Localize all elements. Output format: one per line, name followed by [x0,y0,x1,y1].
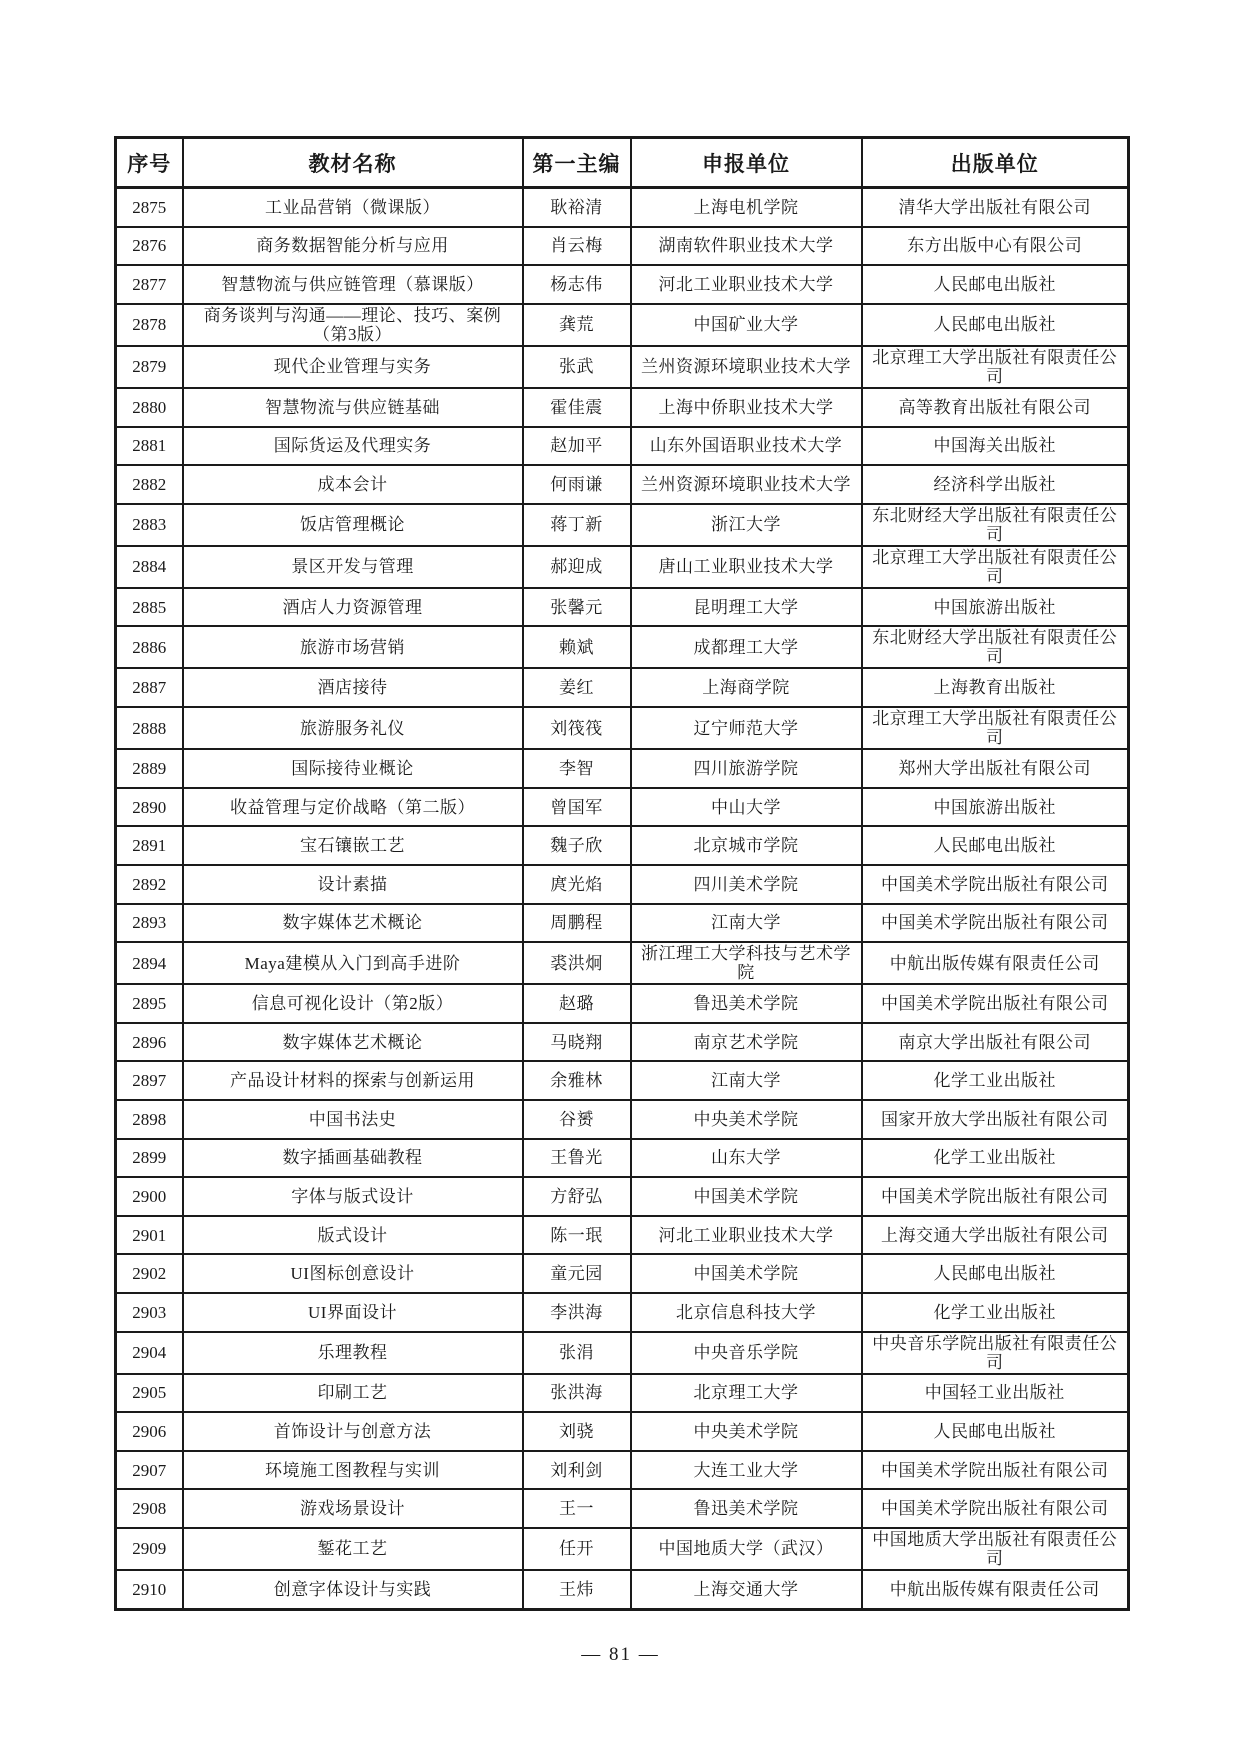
chief-editor-cell: 张馨元 [523,588,631,627]
applicant-unit-cell: 山东外国语职业技术大学 [631,427,862,466]
publisher-cell: 北京理工大学出版社有限责任公司 [862,346,1129,388]
applicant-unit-cell: 上海商学院 [631,668,862,707]
table-row [116,1489,1129,1528]
textbook-name-cell: 宝石镶嵌工艺 [183,826,523,865]
applicant-unit-cell: 大连工业大学 [631,1451,862,1490]
publisher-cell: 郑州大学出版社有限公司 [862,749,1129,788]
textbook-name-cell: 智慧物流与供应链基础 [183,388,523,427]
publisher-cell: 中航出版传媒有限责任公司 [862,942,1129,984]
publisher-cell: 中国旅游出版社 [862,588,1129,627]
chief-editor-cell: 龚荒 [523,304,631,346]
publisher-cell: 化学工业出版社 [862,1061,1129,1100]
applicant-unit-cell: 鲁迅美术学院 [631,984,862,1023]
textbook-name-cell: UI图标创意设计 [183,1254,523,1293]
publisher-cell: 东方出版中心有限公司 [862,227,1129,266]
row-number-cell: 2894 [116,942,183,984]
textbook-name-cell: 字体与版式设计 [183,1177,523,1216]
row-number-cell: 2893 [116,904,183,943]
chief-editor-cell: 裘洪炯 [523,942,631,984]
table-row [116,1100,1129,1139]
applicant-unit-cell: 兰州资源环境职业技术大学 [631,465,862,504]
applicant-unit-cell: 河北工业职业技术大学 [631,1216,862,1255]
publisher-cell: 中国美术学院出版社有限公司 [862,1489,1129,1528]
textbook-name-cell: 信息可视化设计（第2版） [183,984,523,1023]
column-header-chief-editor: 第一主编 [523,138,631,188]
publisher-cell: 上海教育出版社 [862,668,1129,707]
textbook-name-cell: 版式设计 [183,1216,523,1255]
row-number-cell: 2890 [116,788,183,827]
row-number-cell: 2902 [116,1254,183,1293]
table-row [116,826,1129,865]
row-number-cell: 2908 [116,1489,183,1528]
publisher-cell: 中国地质大学出版社有限责任公司 [862,1528,1129,1570]
textbook-table-container [114,136,1127,1611]
textbook-name-cell: 游戏场景设计 [183,1489,523,1528]
chief-editor-cell: 魏子欣 [523,826,631,865]
applicant-unit-cell: 中国地质大学（武汉） [631,1528,862,1570]
chief-editor-cell: 耿裕清 [523,188,631,227]
applicant-unit-cell: 四川旅游学院 [631,749,862,788]
row-number-cell: 2892 [116,865,183,904]
textbook-name-cell: 设计素描 [183,865,523,904]
row-number-cell: 2888 [116,707,183,749]
table-row [116,626,1129,668]
applicant-unit-cell: 中国美术学院 [631,1254,862,1293]
table-row [116,1177,1129,1216]
applicant-unit-cell: 上海电机学院 [631,188,862,227]
table-row [116,1061,1129,1100]
applicant-unit-cell: 河北工业职业技术大学 [631,265,862,304]
row-number-cell: 2879 [116,346,183,388]
row-number-cell: 2904 [116,1332,183,1374]
row-number-cell: 2883 [116,504,183,546]
row-number-cell: 2907 [116,1451,183,1490]
table-row [116,265,1129,304]
publisher-cell: 化学工业出版社 [862,1139,1129,1178]
applicant-unit-cell: 山东大学 [631,1139,862,1178]
table-row [116,465,1129,504]
textbook-name-cell: UI界面设计 [183,1293,523,1332]
publisher-cell: 中国美术学院出版社有限公司 [862,1177,1129,1216]
publisher-cell: 中国美术学院出版社有限公司 [862,865,1129,904]
applicant-unit-cell: 江南大学 [631,904,862,943]
applicant-unit-cell: 中央美术学院 [631,1412,862,1451]
row-number-cell: 2881 [116,427,183,466]
chief-editor-cell: 张洪海 [523,1374,631,1413]
row-number-cell: 2905 [116,1374,183,1413]
textbook-name-cell: 现代企业管理与实务 [183,346,523,388]
chief-editor-cell: 王一 [523,1489,631,1528]
textbook-name-cell: 国际接待业概论 [183,749,523,788]
publisher-cell: 中国美术学院出版社有限公司 [862,984,1129,1023]
row-number-cell: 2880 [116,388,183,427]
chief-editor-cell: 姜红 [523,668,631,707]
textbook-name-cell: 旅游服务礼仪 [183,707,523,749]
table-row [116,1216,1129,1255]
chief-editor-cell: 方舒弘 [523,1177,631,1216]
textbook-name-cell: 酒店接待 [183,668,523,707]
chief-editor-cell: 刘利剑 [523,1451,631,1490]
table-row [116,1332,1129,1374]
column-header-textbook-name: 教材名称 [183,138,523,188]
textbook-name-cell: 首饰设计与创意方法 [183,1412,523,1451]
textbook-name-cell: 商务谈判与沟通——理论、技巧、案例（第3版） [183,304,523,346]
textbook-name-cell: 景区开发与管理 [183,546,523,588]
row-number-cell: 2885 [116,588,183,627]
chief-editor-cell: 曾国军 [523,788,631,827]
chief-editor-cell: 刘筏筏 [523,707,631,749]
publisher-cell: 人民邮电出版社 [862,1412,1129,1451]
table-row [116,984,1129,1023]
row-number-cell: 2877 [116,265,183,304]
publisher-cell: 上海交通大学出版社有限公司 [862,1216,1129,1255]
table-row [116,546,1129,588]
publisher-cell: 人民邮电出版社 [862,304,1129,346]
table-row [116,1293,1129,1332]
table-row [116,388,1129,427]
table-row [116,1023,1129,1062]
applicant-unit-cell: 昆明理工大学 [631,588,862,627]
row-number-cell: 2891 [116,826,183,865]
column-header-applicant-unit: 申报单位 [631,138,862,188]
row-number-cell: 2895 [116,984,183,1023]
textbook-name-cell: 环境施工图教程与实训 [183,1451,523,1490]
applicant-unit-cell: 辽宁师范大学 [631,707,862,749]
applicant-unit-cell: 兰州资源环境职业技术大学 [631,346,862,388]
applicant-unit-cell: 上海交通大学 [631,1570,862,1609]
row-number-cell: 2886 [116,626,183,668]
table-row [116,749,1129,788]
publisher-cell: 南京大学出版社有限公司 [862,1023,1129,1062]
applicant-unit-cell: 江南大学 [631,1061,862,1100]
row-number-cell: 2878 [116,304,183,346]
publisher-cell: 中国美术学院出版社有限公司 [862,904,1129,943]
chief-editor-cell: 肖云梅 [523,227,631,266]
table-header [116,138,1129,188]
applicant-unit-cell: 中山大学 [631,788,862,827]
table-row [116,188,1129,227]
applicant-unit-cell: 南京艺术学院 [631,1023,862,1062]
publisher-cell: 中国美术学院出版社有限公司 [862,1451,1129,1490]
applicant-unit-cell: 四川美术学院 [631,865,862,904]
chief-editor-cell: 霍佳震 [523,388,631,427]
table-body [116,188,1129,1610]
textbook-name-cell: 印刷工艺 [183,1374,523,1413]
textbook-name-cell: 饭店管理概论 [183,504,523,546]
row-number-cell: 2875 [116,188,183,227]
textbook-name-cell: 数字媒体艺术概论 [183,904,523,943]
row-number-cell: 2906 [116,1412,183,1451]
chief-editor-cell: 马晓翔 [523,1023,631,1062]
publisher-cell: 清华大学出版社有限公司 [862,188,1129,227]
publisher-cell: 中国旅游出版社 [862,788,1129,827]
row-number-cell: 2884 [116,546,183,588]
chief-editor-cell: 陈一珉 [523,1216,631,1255]
chief-editor-cell: 谷赟 [523,1100,631,1139]
publisher-cell: 东北财经大学出版社有限责任公司 [862,504,1129,546]
row-number-cell: 2899 [116,1139,183,1178]
table-row [116,904,1129,943]
textbook-name-cell: Maya建模从入门到高手进阶 [183,942,523,984]
applicant-unit-cell: 浙江理工大学科技与艺术学院 [631,942,862,984]
chief-editor-cell: 郝迎成 [523,546,631,588]
textbook-table [114,136,1130,1611]
publisher-cell: 中航出版传媒有限责任公司 [862,1570,1129,1609]
row-number-cell: 2887 [116,668,183,707]
row-number-cell: 2901 [116,1216,183,1255]
applicant-unit-cell: 鲁迅美术学院 [631,1489,862,1528]
table-row [116,788,1129,827]
publisher-cell: 北京理工大学出版社有限责任公司 [862,546,1129,588]
table-row [116,1139,1129,1178]
column-header-publisher: 出版单位 [862,138,1129,188]
chief-editor-cell: 任开 [523,1528,631,1570]
textbook-name-cell: 产品设计材料的探索与创新运用 [183,1061,523,1100]
applicant-unit-cell: 北京理工大学 [631,1374,862,1413]
table-row [116,1412,1129,1451]
textbook-name-cell: 数字媒体艺术概论 [183,1023,523,1062]
chief-editor-cell: 余雅林 [523,1061,631,1100]
row-number-cell: 2909 [116,1528,183,1570]
textbook-name-cell: 乐理教程 [183,1332,523,1374]
publisher-cell: 人民邮电出版社 [862,1254,1129,1293]
row-number-cell: 2889 [116,749,183,788]
chief-editor-cell: 蒋丁新 [523,504,631,546]
page-number: — 81 — [581,1644,660,1665]
applicant-unit-cell: 成都理工大学 [631,626,862,668]
textbook-name-cell: 成本会计 [183,465,523,504]
table-row [116,588,1129,627]
chief-editor-cell: 庹光焰 [523,865,631,904]
chief-editor-cell: 王炜 [523,1570,631,1609]
publisher-cell: 人民邮电出版社 [862,826,1129,865]
table-row [116,504,1129,546]
publisher-cell: 中国海关出版社 [862,427,1129,466]
chief-editor-cell: 李智 [523,749,631,788]
row-number-cell: 2876 [116,227,183,266]
chief-editor-cell: 张涓 [523,1332,631,1374]
applicant-unit-cell: 北京信息科技大学 [631,1293,862,1332]
table-row [116,865,1129,904]
chief-editor-cell: 王鲁光 [523,1139,631,1178]
publisher-cell: 北京理工大学出版社有限责任公司 [862,707,1129,749]
publisher-cell: 东北财经大学出版社有限责任公司 [862,626,1129,668]
publisher-cell: 经济科学出版社 [862,465,1129,504]
textbook-name-cell: 旅游市场营销 [183,626,523,668]
textbook-name-cell: 錾花工艺 [183,1528,523,1570]
chief-editor-cell: 李洪海 [523,1293,631,1332]
applicant-unit-cell: 中央美术学院 [631,1100,862,1139]
table-row [116,346,1129,388]
publisher-cell: 化学工业出版社 [862,1293,1129,1332]
table-row [116,1528,1129,1570]
row-number-cell: 2897 [116,1061,183,1100]
chief-editor-cell: 刘骁 [523,1412,631,1451]
applicant-unit-cell: 唐山工业职业技术大学 [631,546,862,588]
chief-editor-cell: 赵加平 [523,427,631,466]
chief-editor-cell: 何雨谦 [523,465,631,504]
row-number-cell: 2896 [116,1023,183,1062]
header-row [116,138,1129,188]
table-row [116,427,1129,466]
table-row [116,1570,1129,1609]
chief-editor-cell: 杨志伟 [523,265,631,304]
textbook-name-cell: 中国书法史 [183,1100,523,1139]
column-header-serial-number: 序号 [116,138,183,188]
table-row [116,227,1129,266]
applicant-unit-cell: 浙江大学 [631,504,862,546]
applicant-unit-cell: 中央音乐学院 [631,1332,862,1374]
table-row [116,1254,1129,1293]
applicant-unit-cell: 湖南软件职业技术大学 [631,227,862,266]
textbook-name-cell: 商务数据智能分析与应用 [183,227,523,266]
table-row [116,942,1129,984]
chief-editor-cell: 周鹏程 [523,904,631,943]
textbook-name-cell: 酒店人力资源管理 [183,588,523,627]
table-row [116,1374,1129,1413]
applicant-unit-cell: 北京城市学院 [631,826,862,865]
textbook-name-cell: 国际货运及代理实务 [183,427,523,466]
applicant-unit-cell: 上海中侨职业技术大学 [631,388,862,427]
row-number-cell: 2900 [116,1177,183,1216]
chief-editor-cell: 张武 [523,346,631,388]
applicant-unit-cell: 中国矿业大学 [631,304,862,346]
publisher-cell: 中央音乐学院出版社有限责任公司 [862,1332,1129,1374]
textbook-name-cell: 工业品营销（微课版） [183,188,523,227]
row-number-cell: 2903 [116,1293,183,1332]
table-row [116,668,1129,707]
chief-editor-cell: 赵璐 [523,984,631,1023]
chief-editor-cell: 童元园 [523,1254,631,1293]
publisher-cell: 人民邮电出版社 [862,265,1129,304]
row-number-cell: 2882 [116,465,183,504]
applicant-unit-cell: 中国美术学院 [631,1177,862,1216]
textbook-name-cell: 收益管理与定价战略（第二版） [183,788,523,827]
row-number-cell: 2910 [116,1570,183,1609]
textbook-name-cell: 数字插画基础教程 [183,1139,523,1178]
publisher-cell: 中国轻工业出版社 [862,1374,1129,1413]
publisher-cell: 高等教育出版社有限公司 [862,388,1129,427]
table-row [116,304,1129,346]
publisher-cell: 国家开放大学出版社有限公司 [862,1100,1129,1139]
table-row [116,707,1129,749]
row-number-cell: 2898 [116,1100,183,1139]
textbook-name-cell: 创意字体设计与实践 [183,1570,523,1609]
textbook-name-cell: 智慧物流与供应链管理（慕课版） [183,265,523,304]
table-row [116,1451,1129,1490]
chief-editor-cell: 赖斌 [523,626,631,668]
